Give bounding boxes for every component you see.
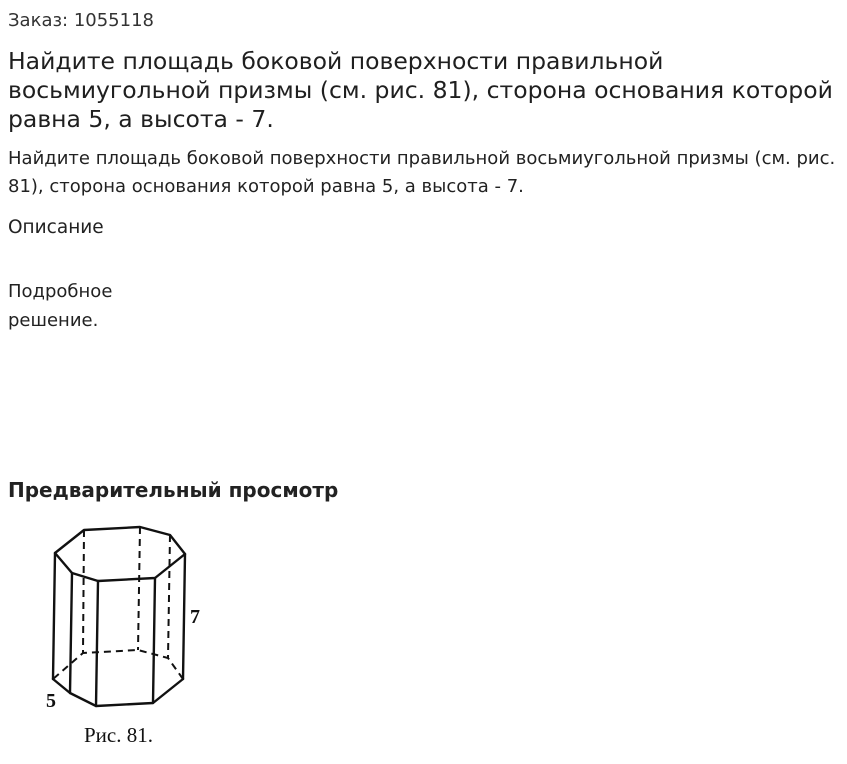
description-body: Подробное решение. [8, 281, 113, 331]
prism-figure [38, 515, 218, 755]
task-title: Найдите площадь боковой поверхности правильной восьмиугольной призмы (см. рис. 81), сторона основания которой равна 5, а высота - 7. [8, 47, 833, 133]
side-length-label: 5 [46, 690, 56, 712]
order-number: Заказ: 1055118 [8, 10, 154, 31]
task-text: Найдите площадь боковой поверхности правильной восьмиугольной призмы (см. рис. 81), сторона основания которой равна 5, а высота - 7. [8, 148, 836, 197]
figure-caption: Рис. 81. [84, 723, 153, 747]
height-label: 7 [190, 606, 200, 628]
prism-outline [53, 527, 185, 706]
description-heading: Описание [8, 217, 104, 238]
octagonal-prism-drawing [38, 515, 218, 755]
preview-heading: Предварительный просмотр [8, 478, 339, 502]
